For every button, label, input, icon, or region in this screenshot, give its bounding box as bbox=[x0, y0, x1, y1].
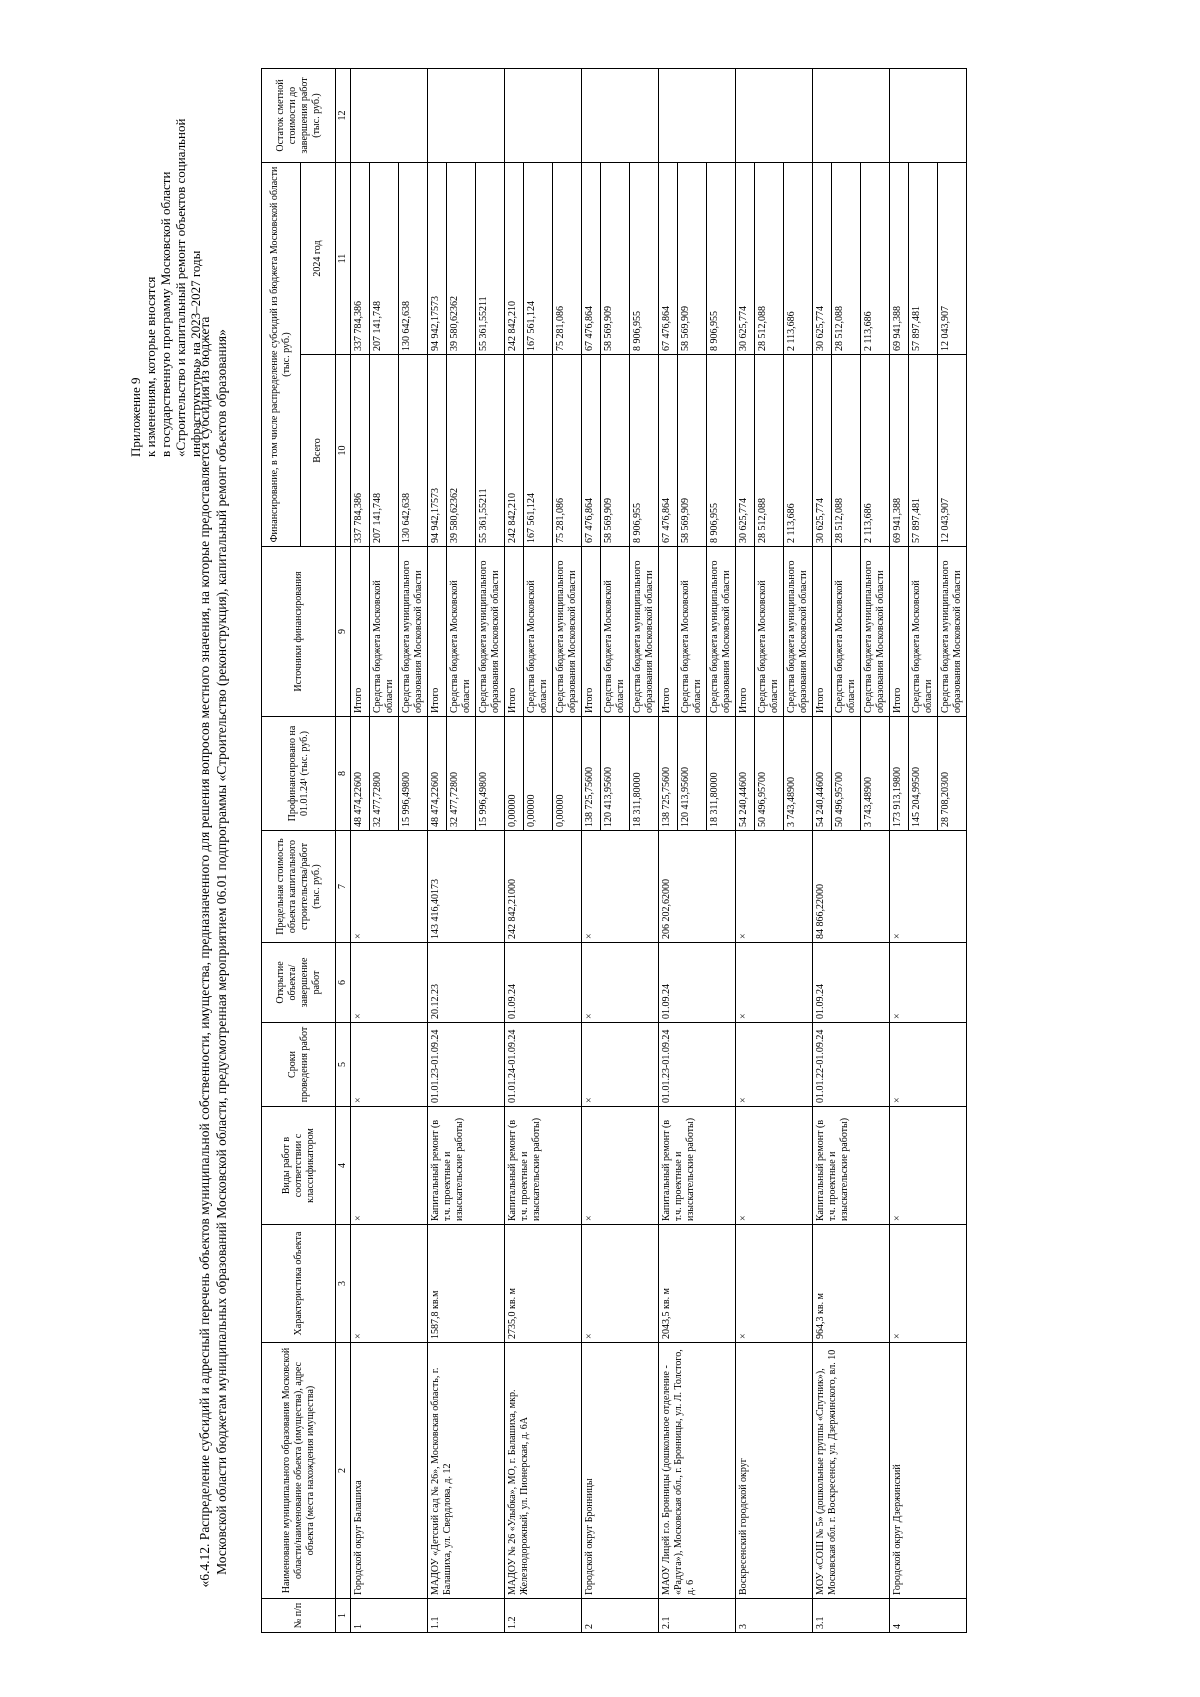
cell-financed: 145 204,99500 bbox=[909, 717, 938, 831]
cell-source: Средства бюджета муниципального образования Московской области bbox=[399, 547, 428, 717]
cell-total: 67 476,864 bbox=[659, 355, 678, 547]
cell-source: Средства бюджета муниципального образования Московской области bbox=[553, 547, 582, 717]
column-number: 12 bbox=[336, 69, 351, 163]
cell-source: Средства бюджета Московской области bbox=[909, 547, 938, 717]
cell-characteristic: 1587,8 кв.м bbox=[428, 1225, 505, 1343]
cell-financed: 54 240,44600 bbox=[736, 717, 755, 831]
cell-works: × bbox=[890, 1107, 967, 1225]
cell-financed: 32 477,72800 bbox=[370, 717, 399, 831]
cell-financed: 50 496,95700 bbox=[832, 717, 861, 831]
cell-financed: 3 743,48900 bbox=[861, 717, 890, 831]
cell-2024: 12 043,907 bbox=[938, 163, 967, 355]
cell-source: Средства бюджета муниципального образования Московской области bbox=[861, 547, 890, 717]
cell-total: 2 113,686 bbox=[861, 355, 890, 547]
cell-characteristic: × bbox=[890, 1225, 967, 1343]
cell-remainder bbox=[659, 69, 736, 163]
cell-total: 207 141,748 bbox=[370, 355, 399, 547]
cell-source: Итого bbox=[428, 547, 447, 717]
column-number: 7 bbox=[336, 831, 351, 943]
col-header-cost: Предельная стоимость объекта капитального строительства/работ (тыс. руб.) bbox=[262, 831, 336, 943]
col-header-name: Наименование муниципального образования Московской области/наименование объекта (имущества), адрес объекта (места нахождения имущества) bbox=[262, 1343, 336, 1599]
cell-2024: 130 642,638 bbox=[399, 163, 428, 355]
cell-financed: 173 913,19800 bbox=[890, 717, 909, 831]
column-number: 9 bbox=[336, 547, 351, 717]
cell-total: 94 942,17573 bbox=[428, 355, 447, 547]
cell-remainder bbox=[813, 69, 890, 163]
cell-characteristic: 2043,5 кв. м bbox=[659, 1225, 736, 1343]
cell-cost: 242 842,21000 bbox=[505, 831, 582, 943]
cell-financed: 48 474,22600 bbox=[351, 717, 370, 831]
cell-financed: 28 708,20300 bbox=[938, 717, 967, 831]
appendix-header bbox=[128, 17, 203, 457]
cell-total: 57 897,481 bbox=[909, 355, 938, 547]
cell-num: 1.1 bbox=[428, 1599, 505, 1633]
cell-financed: 3 743,48900 bbox=[784, 717, 813, 831]
cell-source: Средства бюджета муниципального образования Московской области bbox=[707, 547, 736, 717]
cell-num: 1 bbox=[351, 1599, 428, 1633]
cell-remainder bbox=[736, 69, 813, 163]
cell-cost: 143 416,40173 bbox=[428, 831, 505, 943]
cell-name: Городской округ Дзержинский bbox=[890, 1343, 967, 1599]
col-header-num: № п/п bbox=[262, 1599, 336, 1633]
cell-2024: 75 281,086 bbox=[553, 163, 582, 355]
cell-source: Итого bbox=[351, 547, 370, 717]
cell-total: 58 569,909 bbox=[678, 355, 707, 547]
cell-name: Городской округ Бронницы bbox=[582, 1343, 659, 1599]
cell-cost: × bbox=[582, 831, 659, 943]
cell-2024: 337 784,386 bbox=[351, 163, 370, 355]
cell-total: 8 906,955 bbox=[707, 355, 736, 547]
cell-total: 167 561,124 bbox=[524, 355, 553, 547]
col-header-works: Виды работ в соответствии с классификатором bbox=[262, 1107, 336, 1225]
table-row bbox=[890, 69, 909, 1633]
cell-total: 75 281,086 bbox=[553, 355, 582, 547]
cell-2024: 58 569,909 bbox=[601, 163, 630, 355]
cell-open: × bbox=[890, 943, 967, 1023]
cell-total: 58 569,909 bbox=[601, 355, 630, 547]
column-number: 11 bbox=[336, 163, 351, 355]
cell-2024: 207 141,748 bbox=[370, 163, 399, 355]
cell-works: Капитальный ремонт (в т.ч. проектные и изыскательские работы) bbox=[428, 1107, 505, 1225]
cell-num: 2 bbox=[582, 1599, 659, 1633]
cell-open: × bbox=[351, 943, 428, 1023]
cell-works: Капитальный ремонт (в т.ч. проектные и изыскательские работы) bbox=[659, 1107, 736, 1225]
column-number: 1 bbox=[336, 1599, 351, 1633]
cell-period: 01.01.22-01.09.24 bbox=[813, 1023, 890, 1107]
cell-2024: 67 476,864 bbox=[582, 163, 601, 355]
cell-financed: 120 413,95600 bbox=[678, 717, 707, 831]
cell-remainder bbox=[351, 69, 428, 163]
cell-cost: × bbox=[890, 831, 967, 943]
cell-source: Средства бюджета муниципального образования Московской области bbox=[938, 547, 967, 717]
table-row bbox=[582, 69, 601, 1633]
cell-financed: 138 725,75600 bbox=[582, 717, 601, 831]
cell-characteristic: 964,3 кв. м bbox=[813, 1225, 890, 1343]
table-body bbox=[351, 69, 967, 1633]
cell-cost: 206 202,62000 bbox=[659, 831, 736, 943]
cell-total: 69 941,388 bbox=[890, 355, 909, 547]
cell-financed: 50 496,95700 bbox=[755, 717, 784, 831]
cell-source: Итого bbox=[736, 547, 755, 717]
cell-financed: 0,00000 bbox=[553, 717, 582, 831]
cell-remainder bbox=[890, 69, 967, 163]
cell-total: 12 043,907 bbox=[938, 355, 967, 547]
cell-name: МАДОУ «Детский сад № 26», Московская область, г. Балашиха, ул. Свердлова, д. 12 bbox=[428, 1343, 505, 1599]
cell-2024: 67 476,864 bbox=[659, 163, 678, 355]
cell-open: 20.12.23 bbox=[428, 943, 505, 1023]
cell-open: 01.09.24 bbox=[813, 943, 890, 1023]
cell-financed: 48 474,22600 bbox=[428, 717, 447, 831]
table-row bbox=[505, 69, 524, 1633]
col-header-financed: Профинансировано на 01.01.24¹ (тыс. руб.) bbox=[262, 717, 336, 831]
cell-total: 28 512,088 bbox=[832, 355, 861, 547]
cell-financed: 18 311,80000 bbox=[707, 717, 736, 831]
cell-cost: × bbox=[736, 831, 813, 943]
cell-financed: 120 413,95600 bbox=[601, 717, 630, 831]
cell-remainder bbox=[505, 69, 582, 163]
cell-total: 2 113,686 bbox=[784, 355, 813, 547]
cell-total: 39 580,62362 bbox=[447, 355, 476, 547]
cell-num: 3 bbox=[736, 1599, 813, 1633]
cell-financed: 0,00000 bbox=[524, 717, 553, 831]
cell-total: 30 625,774 bbox=[813, 355, 832, 547]
table-row bbox=[659, 69, 678, 1633]
section-title: «6.4.12. Распределение субсидий и адресный перечень объектов муниципальной собственности, имущества, предназначенного для решения вопросов местного значения, на которые предоставляется субсидия из бюджета Московской области бюджетам муниципальных образований Московской области, предусмотренная мероприятием 06.01 подпрограммы «Строительство (реконструкция), капитальный ремонт объектов образования» bbox=[197, 316, 229, 1588]
cell-source: Итого bbox=[505, 547, 524, 717]
cell-2024: 94 942,17573 bbox=[428, 163, 447, 355]
cell-cost: 84 866,22000 bbox=[813, 831, 890, 943]
cell-works: Капитальный ремонт (в т.ч. проектные и изыскательские работы) bbox=[813, 1107, 890, 1225]
cell-source: Средства бюджета муниципального образования Московской области bbox=[630, 547, 659, 717]
cell-total: 55 361,55211 bbox=[476, 355, 505, 547]
cell-source: Средства бюджета Московской области bbox=[370, 547, 399, 717]
subsidy-table bbox=[261, 68, 967, 1633]
cell-total: 242 842,210 bbox=[505, 355, 524, 547]
cell-source: Средства бюджета муниципального образования Московской области bbox=[476, 547, 505, 717]
cell-period: 01.01.24-01.09.24 bbox=[505, 1023, 582, 1107]
cell-works: × bbox=[736, 1107, 813, 1225]
cell-2024: 28 512,088 bbox=[755, 163, 784, 355]
cell-works: Капитальный ремонт (в т.ч. проектные и изыскательские работы) bbox=[505, 1107, 582, 1225]
cell-characteristic: 2735,0 кв. м bbox=[505, 1225, 582, 1343]
header-line: «Строительство и капитальный ремонт объектов социальной bbox=[173, 118, 188, 457]
cell-works: × bbox=[582, 1107, 659, 1225]
cell-2024: 28 512,088 bbox=[832, 163, 861, 355]
cell-name: МАДОУ № 26 «Улыбка», МО, г. Балашиха, мкр. Железнодорожный, ул. Пионерская, д. 6А bbox=[505, 1343, 582, 1599]
cell-financed: 54 240,44600 bbox=[813, 717, 832, 831]
table-row bbox=[351, 69, 370, 1633]
cell-open: 01.09.24 bbox=[505, 943, 582, 1023]
cell-2024: 8 906,955 bbox=[707, 163, 736, 355]
col-header-remainder: Остаток сметной стоимости до завершения работ (тыс. руб.) bbox=[262, 69, 336, 163]
cell-2024: 8 906,955 bbox=[630, 163, 659, 355]
cell-open: × bbox=[582, 943, 659, 1023]
cell-source: Средства бюджета Московской области bbox=[832, 547, 861, 717]
column-number: 4 bbox=[336, 1107, 351, 1225]
cell-2024: 55 361,55211 bbox=[476, 163, 505, 355]
cell-2024: 57 897,481 bbox=[909, 163, 938, 355]
cell-open: × bbox=[736, 943, 813, 1023]
table-row bbox=[428, 69, 447, 1633]
cell-financed: 32 477,72800 bbox=[447, 717, 476, 831]
cell-financed: 0,00000 bbox=[505, 717, 524, 831]
cell-2024: 30 625,774 bbox=[813, 163, 832, 355]
header-line: Приложение 9 bbox=[128, 377, 143, 457]
cell-2024: 30 625,774 bbox=[736, 163, 755, 355]
cell-2024: 242 842,210 bbox=[505, 163, 524, 355]
cell-2024: 39 580,62362 bbox=[447, 163, 476, 355]
cell-name: МАОУ Лицей г.о. Бронницы (дошкольное отделение - «Радуга»), Московская обл., г. Бронницы, ул. Л. Толстого, д. 6 bbox=[659, 1343, 736, 1599]
column-number: 10 bbox=[336, 355, 351, 547]
col-header-2024: 2024 год bbox=[301, 163, 336, 355]
cell-total: 30 625,774 bbox=[736, 355, 755, 547]
col-header-funding: Финансирование, в том числе распределение субсидий из бюджета Московской области (тыс. руб.) bbox=[262, 163, 301, 547]
cell-num: 1.2 bbox=[505, 1599, 582, 1633]
cell-period: 01.01.23-01.09.24 bbox=[659, 1023, 736, 1107]
cell-cost: × bbox=[351, 831, 428, 943]
cell-financed: 138 725,75600 bbox=[659, 717, 678, 831]
header-line: к изменениям, которые вносятся bbox=[143, 276, 158, 457]
cell-characteristic: × bbox=[351, 1225, 428, 1343]
column-number: 5 bbox=[336, 1023, 351, 1107]
cell-num: 2.1 bbox=[659, 1599, 736, 1633]
cell-period: × bbox=[582, 1023, 659, 1107]
cell-source: Средства бюджета Московской области bbox=[755, 547, 784, 717]
col-header-characteristic: Характеристика объекта bbox=[262, 1225, 336, 1343]
cell-total: 337 784,386 bbox=[351, 355, 370, 547]
cell-source: Итого bbox=[890, 547, 909, 717]
column-number: 3 bbox=[336, 1225, 351, 1343]
cell-source: Средства бюджета муниципального образования Московской области bbox=[784, 547, 813, 717]
col-header-total: Всего bbox=[301, 355, 336, 547]
cell-works: × bbox=[351, 1107, 428, 1225]
cell-financed: 18 311,80000 bbox=[630, 717, 659, 831]
header-line: инфраструктуры» на 2023–2027 годы bbox=[188, 250, 203, 457]
header-line: в государственную программу Московской области bbox=[158, 171, 173, 457]
cell-name: Воскресенский городской округ bbox=[736, 1343, 813, 1599]
cell-total: 8 906,955 bbox=[630, 355, 659, 547]
cell-financed: 15 996,49800 bbox=[399, 717, 428, 831]
cell-period: × bbox=[351, 1023, 428, 1107]
cell-source: Средства бюджета Московской области bbox=[524, 547, 553, 717]
cell-source: Итого bbox=[813, 547, 832, 717]
cell-remainder bbox=[582, 69, 659, 163]
cell-2024: 2 113,686 bbox=[784, 163, 813, 355]
cell-period: 01.01.23-01.09.24 bbox=[428, 1023, 505, 1107]
cell-total: 130 642,638 bbox=[399, 355, 428, 547]
cell-open: 01.09.24 bbox=[659, 943, 736, 1023]
cell-source: Средства бюджета Московской области bbox=[678, 547, 707, 717]
cell-2024: 2 113,686 bbox=[861, 163, 890, 355]
cell-2024: 167 561,124 bbox=[524, 163, 553, 355]
cell-period: × bbox=[890, 1023, 967, 1107]
cell-financed: 15 996,49800 bbox=[476, 717, 505, 831]
cell-source: Средства бюджета Московской области bbox=[447, 547, 476, 717]
cell-total: 67 476,864 bbox=[582, 355, 601, 547]
column-number: 6 bbox=[336, 943, 351, 1023]
table-row bbox=[813, 69, 832, 1633]
cell-source: Итого bbox=[659, 547, 678, 717]
cell-characteristic: × bbox=[736, 1225, 813, 1343]
cell-remainder bbox=[428, 69, 505, 163]
cell-name: МОУ «СОШ № 5» (дошкольные группы «Спутник»), Московская обл. г. Воскресенск, ул. Дзержинского, вл. 10 bbox=[813, 1343, 890, 1599]
cell-2024: 69 941,388 bbox=[890, 163, 909, 355]
column-number: 8 bbox=[336, 717, 351, 831]
cell-characteristic: × bbox=[582, 1225, 659, 1343]
cell-num: 4 bbox=[890, 1599, 967, 1633]
column-number: 2 bbox=[336, 1343, 351, 1599]
cell-source: Средства бюджета Московской области bbox=[601, 547, 630, 717]
cell-period: × bbox=[736, 1023, 813, 1107]
cell-num: 3.1 bbox=[813, 1599, 890, 1633]
col-header-open: Открытие объекта/ завершение работ bbox=[262, 943, 336, 1023]
cell-2024: 58 569,909 bbox=[678, 163, 707, 355]
cell-source: Итого bbox=[582, 547, 601, 717]
table-row bbox=[736, 69, 755, 1633]
cell-name: Городской округ Балашиха bbox=[351, 1343, 428, 1599]
col-header-period: Сроки проведения работ bbox=[262, 1023, 336, 1107]
cell-total: 28 512,088 bbox=[755, 355, 784, 547]
col-header-sources: Источники финансирования bbox=[262, 547, 336, 717]
